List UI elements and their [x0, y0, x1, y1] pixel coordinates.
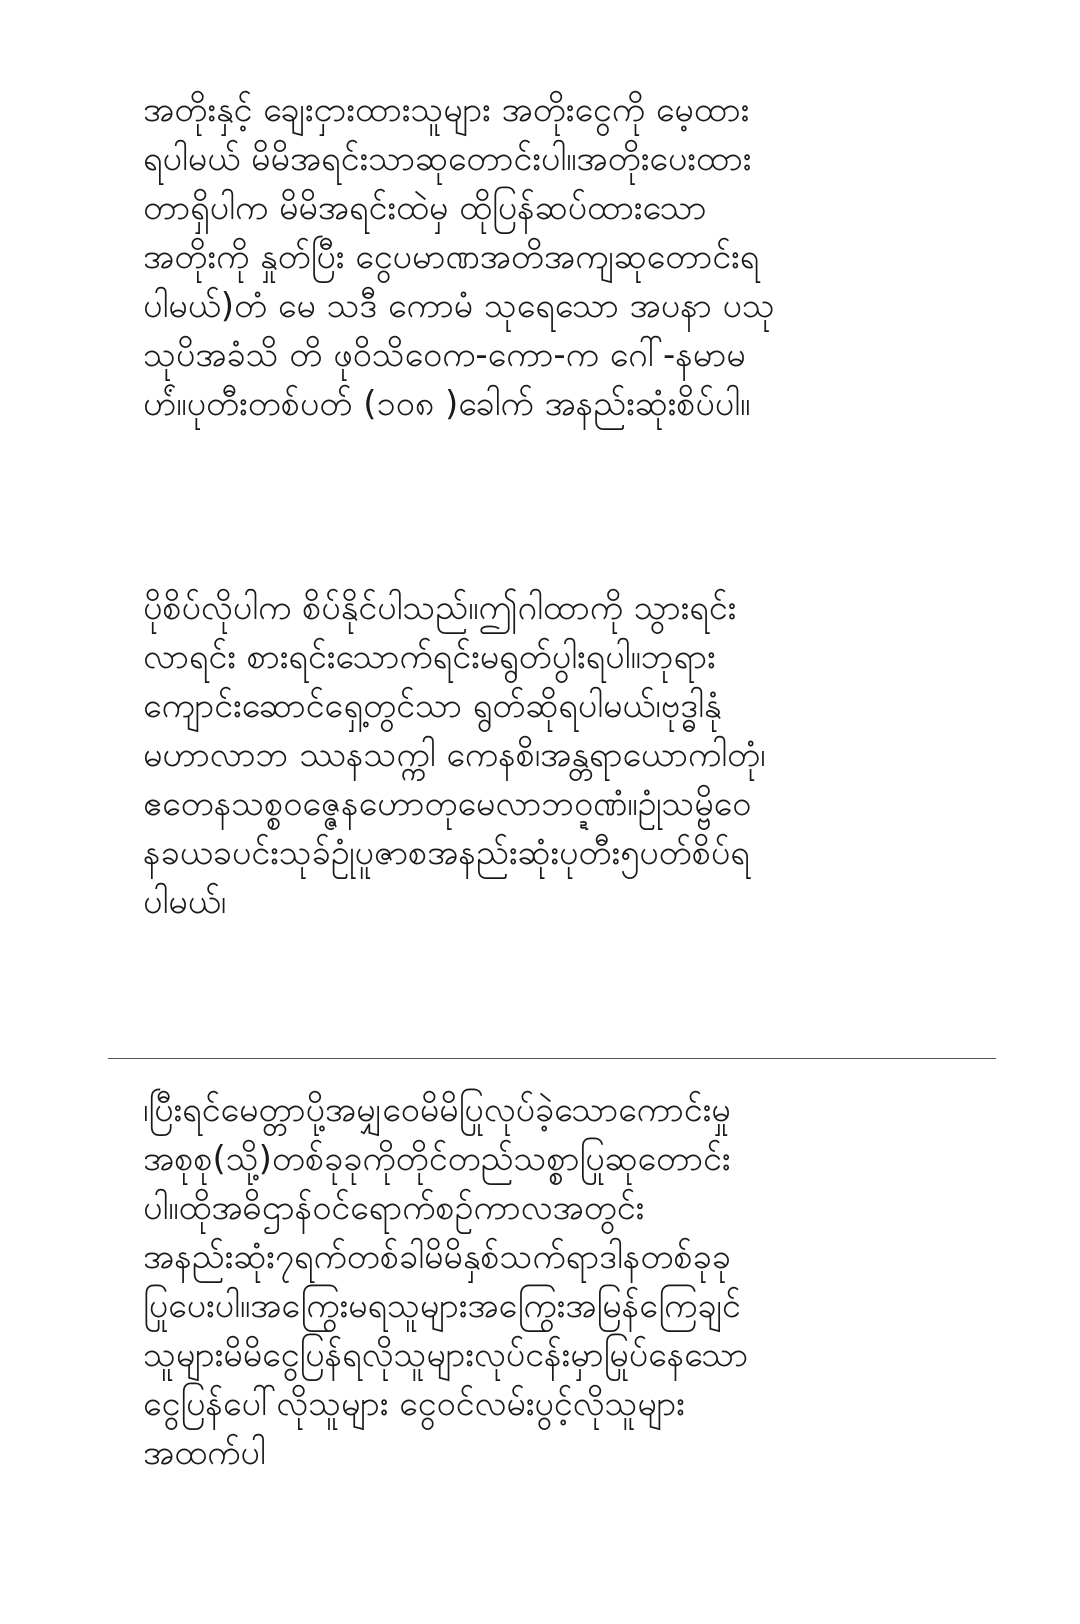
- text-line: ကျောင်းဆောင်ရှေ့တွင်သာ ရွတ်ဆိုရပါမယ်၊ဗုဒ္ဓါနုံ: [143, 686, 722, 726]
- paragraph-interest-instructions: [143, 86, 973, 429]
- text-line: ပါမယ်)တံ မေ သဒီ ကောမံ သုရေသော အပနာ ပသု: [143, 286, 775, 326]
- text-line: ပြုပေးပါ။အကြွေးမရသူများအကြွေးအမြန်ကြေချင်: [143, 1286, 741, 1326]
- text-line: ငွေပြန်ပေါ်လိုသူများ ငွေဝင်လမ်းပွင့်လိုသူများ: [143, 1384, 685, 1424]
- text-line: မဟာလာဘ ဿနသက္ကါ ကေနစိ၊အန္တရာယောကါတုံ၊: [143, 735, 766, 775]
- text-line: ၊ပြီးရင်မေတ္တာပို့အမျှဝေမိမိပြုလုပ်ခဲ့သောကောင်းမှု: [143, 1090, 731, 1130]
- text-line: အတိုးနှင့် ချေးငှားထားသူများ အတိုးငွေကို မေ့ထား: [143, 90, 750, 130]
- text-line: အထက်ပါ: [143, 1433, 266, 1473]
- paragraph-merit-dedication: [143, 1086, 973, 1478]
- text-line: လာရင်း စားရင်းသောက်ရင်းမရွတ်ပွါးရပါ။ဘုရား: [143, 637, 716, 677]
- text-line: နခယခပင်းသုခ်ဥုံပူဇာစအနည်းဆုံးပုတီး၅ပတ်စိပ်ရ: [143, 833, 750, 873]
- text-line: ပါမယ်၊: [143, 882, 227, 922]
- text-line: ပါ။ထိုအဓိဌာန်ဝင်ရောက်စဉ်ကာလအတွင်း: [143, 1188, 645, 1228]
- text-line: သုပိအခံသိ တိ ဖုဝိသိဝေက-ကော-က ဂေါ်-နမာမ: [143, 335, 746, 375]
- text-line: ဟ်ံ။ပုတီးတစ်ပတ် (၁၀၈ )ခေါက် အနည်းဆုံးစိပ်ပါ။: [143, 384, 751, 424]
- section-divider: [108, 1058, 996, 1059]
- text-line: အတိုးကို နှုတ်ပြီး ငွေပမာဏအတိအကျဆုတောင်းရ: [143, 237, 760, 277]
- text-line: အနည်းဆုံး၇ရက်တစ်ခါမိမိနှစ်သက်ရာဒါနတစ်ခုခု: [143, 1237, 731, 1277]
- text-line: ရပါမယ် မိမိအရင်းသာဆုတောင်းပါ။အတိုးပေးထား: [143, 139, 752, 179]
- text-line: ပိုစိပ်လိုပါက စိပ်နိုင်ပါသည်။ဤဂါထာကို သွားရင်း: [143, 588, 737, 628]
- paragraph-recitation-rules: [143, 584, 973, 927]
- text-line: အစုစု(သို့)တစ်ခုခုကိုတိုင်တည်သစ္စာပြုဆုတောင်း: [143, 1139, 731, 1179]
- text-line: သူများမိမိငွေပြန်ရလိုသူများလုပ်ငန်းမှာမြုပ်နေသော: [143, 1335, 749, 1375]
- text-line: တာရှိပါက မိမိအရင်းထဲမှ ထိုပြန်ဆပ်ထားသော: [143, 188, 707, 228]
- text-line: ဧတေနသစ္စဝဇ္ဇေနဟောတုမေလာဘဝ္ဍဏံ။ဥုံသမ္ဗိဝေ: [143, 784, 752, 824]
